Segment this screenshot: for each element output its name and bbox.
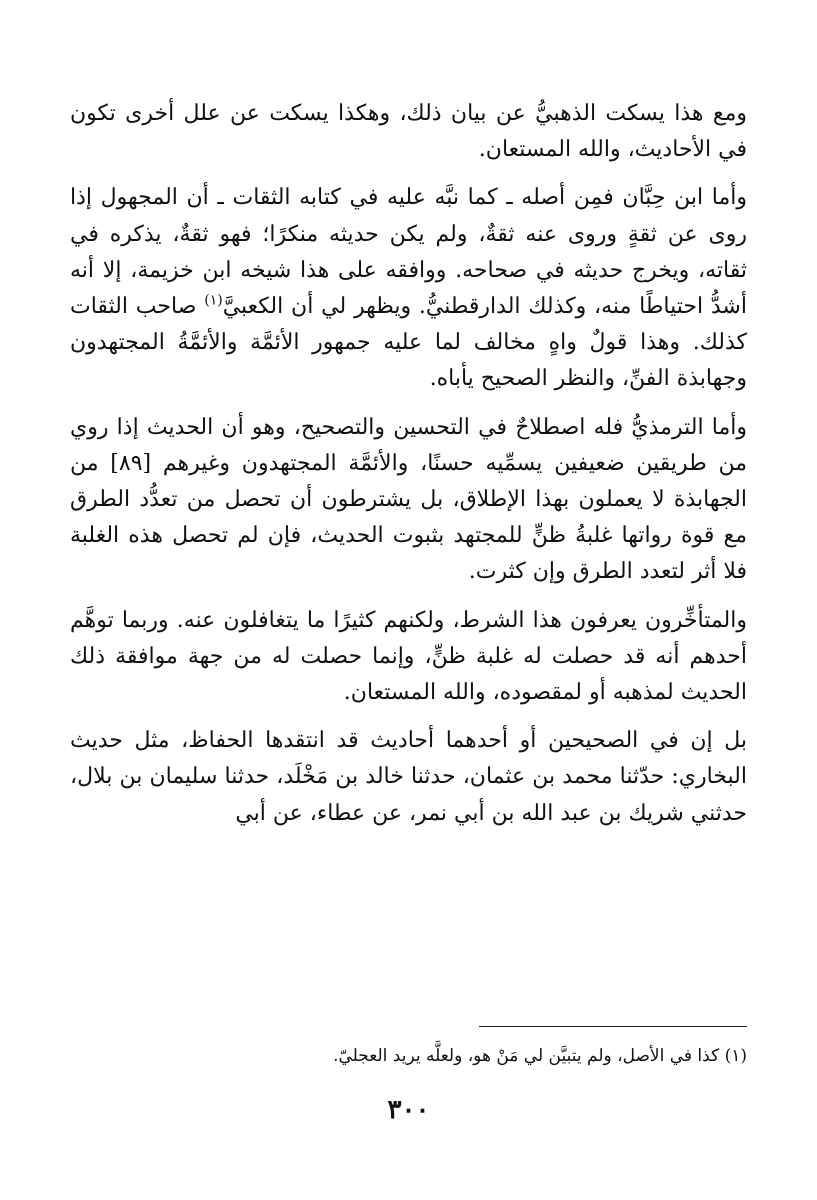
paragraph-2 — [70, 180, 747, 397]
main-text — [70, 96, 747, 844]
paragraph-4-text: والمتأخِّرون يعرفون هذا الشرط، ولكنهم كثيرًا ما يتغافلون عنه. وربما توهَّم أحدهم أنه قد حصلت له غلبة ظنٍّ، وإنما حصلت له من جهة موافقة ذلك الحديث لمذهبه أو لمقصوده، والله المستعان. — [70, 607, 748, 706]
paragraph-5 — [70, 723, 747, 832]
footnote: (١) كذا في الأصل، ولم يتبيَّن لي مَنْ هو، ولعلَّه يريد العجليّ. — [333, 1046, 747, 1066]
paragraph-4 — [70, 603, 747, 712]
paragraph-1-text: ومع هذا يسكت الذهبيُّ عن بيان ذلك، وهكذا يسكت عن علل أخرى تكون في الأحاديث، والله المستعان. — [70, 101, 747, 163]
paragraph-5-text: بل إن في الصحيحين أو أحدهما أحاديث قد انتقدها الحفاظ، مثل حديث البخاري: حدّثنا محمد بن عثمان، حدثنا خالد بن مَخْلَد، حدثنا سليمان بن بلال، حدثني شريك بن عبد الله بن أبي نمر، عن عطاء، عن أبي — [70, 728, 747, 826]
footnote-reference-marker: (١) — [204, 292, 223, 309]
paragraph-3-text: وأما الترمذيُّ فله اصطلاحٌ في التحسين والتصحيح، وهو أن الحديث إذا روي من طريقين ضعيفين يسمِّيه حسنًا، والأئمَّة المجتهدون وغيرهم [٨٩] من الجهابذة لا يعملون بهذا الإطلاق، بل يشترطون أن تحصل من تعدُّد الطرق مع قوة رواتها غلبةُ ظنٍّ للمجتهد بثبوت الحديث، فإن لم تحصل هذه الغلبة فلا أثر لتعدد الطرق وإن كثرت. — [70, 414, 747, 585]
paragraph-1 — [70, 96, 747, 168]
paragraph-2-text-after-note: صاحب الثقات كذلك. وهذا قولٌ واهٍ مخالف لما عليه جمهور الأئمَّة والأئمَّةُ المجتهدون وجهابذة الفنِّ، والنظر الصحيح يأباه. — [70, 294, 747, 392]
page-number: ٣٠٠ — [387, 1095, 430, 1125]
paragraph-3 — [70, 410, 747, 591]
footnote-separator — [479, 1026, 747, 1027]
paragraph-2-text-before-note: وأما ابن حِبَّان فمِن أصله ـ كما نبَّه عليه في كتابه الثقات ـ أن المجهول إذا روى عن ثقةٍ وروى عنه ثقةٌ، ولم يكن حديثه منكرًا؛ فهو ثقةٌ، يذكره في ثقاته، ويخرج حديثه في صحاحه. ووافقه على هذا شيخه ابن خزيمة، إلا أنه أشدُّ احتياطًا منه، وكذلك الدارقطنيُّ. ويظهر لي أن الكعبيَّ — [70, 185, 747, 320]
